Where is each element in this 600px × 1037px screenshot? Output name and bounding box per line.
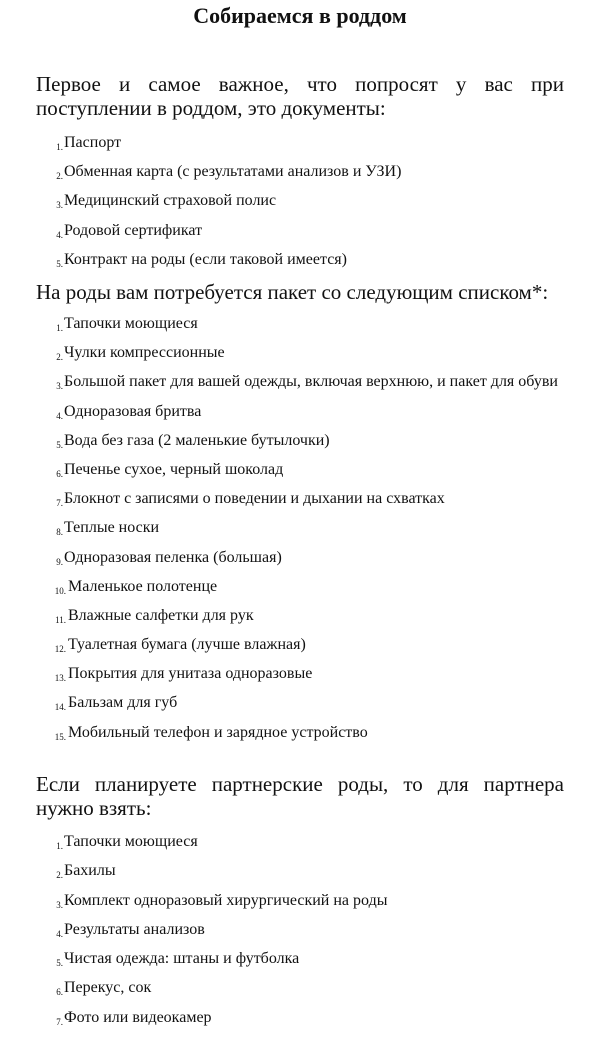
list-item-number: 10.	[54, 585, 66, 596]
list-item-number: 4.	[56, 928, 63, 939]
page-title: Собираемся в роддом	[193, 3, 407, 28]
list-item-number: 1.	[56, 142, 63, 152]
list-item	[0, 978, 600, 997]
intro-paragraph: Первое и самое важное, что попросят у вас при поступлении в роддом, это документы:	[36, 72, 564, 120]
list-item	[0, 949, 600, 968]
list-item-text: Покрытия для унитаза одноразовые	[68, 665, 313, 683]
list-item	[0, 664, 600, 683]
list-item	[0, 343, 600, 362]
list-item-text: Результаты анализов	[64, 920, 205, 938]
list-item-number: 1.	[56, 323, 63, 333]
list-item-number: 5.	[56, 258, 63, 269]
list-item-number: 3.	[56, 899, 63, 910]
list-item-number: 4.	[56, 410, 63, 421]
list-item-text: Комплект одноразовый хирургический на роды	[64, 891, 388, 909]
list-item-text: Одноразовая бритва	[64, 402, 202, 420]
list-item	[0, 191, 600, 210]
documents-list	[0, 133, 600, 279]
list-item-number: 3.	[56, 381, 63, 392]
list-item	[0, 162, 600, 181]
list-item-text: Одноразовая пеленка (большая)	[64, 548, 282, 566]
list-item-text: Чистая одежда: штаны и футболка	[64, 950, 300, 968]
list-item-text: Маленькое полотенце	[68, 577, 218, 595]
list-item	[0, 402, 600, 421]
list-item-text: Фото или видеокамер	[64, 1008, 212, 1026]
list-item	[0, 832, 600, 851]
list-item-text: Туалетная бумага (лучше влажная)	[68, 636, 306, 654]
list-item-number: 7.	[56, 1016, 63, 1027]
list-item-text: Влажные салфетки для рук	[68, 606, 254, 624]
list-item-number: 15.	[54, 731, 66, 742]
list-item	[0, 221, 600, 240]
list-item	[0, 133, 600, 152]
list-item-number: 6.	[56, 468, 63, 479]
list-item-text: Блокнот с записями о поведении и дыхании на схватках	[64, 490, 445, 508]
birth-heading: На роды вам потребуется пакет со следующим списком*:	[36, 280, 549, 304]
list-item-text: Родовой сертификат	[64, 221, 203, 239]
list-item-number: 14.	[54, 702, 66, 713]
list-item-text: Чулки компрессионные	[64, 344, 225, 362]
list-item-text: Перекус, сок	[64, 979, 152, 997]
list-item-text: Вода без газа (2 маленькие бутылочки)	[64, 431, 330, 449]
list-item	[0, 693, 600, 712]
list-item-number: 5.	[56, 958, 63, 969]
list-item	[0, 606, 600, 625]
list-item	[0, 489, 600, 508]
list-item-number: 11.	[55, 614, 66, 625]
partner-items-list	[0, 832, 600, 1037]
list-item-text: Бахилы	[64, 862, 116, 880]
list-item-number: 1.	[56, 841, 63, 851]
list-item-number: 4.	[56, 229, 63, 240]
list-item-number: 7.	[56, 498, 63, 509]
list-item-number: 3.	[56, 200, 63, 211]
list-item-number: 2.	[56, 870, 63, 881]
list-item	[0, 920, 600, 939]
list-item	[0, 518, 600, 537]
list-item-number: 9.	[56, 556, 63, 567]
list-item-text: Большой пакет для вашей одежды, включая верхнюю, и пакет для обуви	[64, 373, 558, 391]
list-item-number: 6.	[56, 987, 63, 998]
list-item-text: Тапочки моющиеся	[64, 833, 198, 850]
list-item	[0, 460, 600, 479]
list-item-text: Контракт на роды (если таковой имеется)	[64, 250, 347, 268]
partner-heading: Если планируете партнерские роды, то для партнера нужно взять:	[36, 772, 564, 820]
list-item-text: Мобильный телефон и зарядное устройство	[68, 723, 368, 741]
list-item-number: 2.	[56, 352, 63, 363]
list-item-text: Печенье сухое, черный шоколад	[64, 460, 284, 478]
list-item	[0, 891, 600, 910]
list-item-number: 8.	[56, 527, 63, 538]
list-item	[0, 548, 600, 567]
list-item-number: 12.	[54, 644, 66, 655]
list-item	[0, 1008, 600, 1027]
list-item-number: 5.	[56, 439, 63, 450]
list-item-text: Теплые носки	[64, 519, 160, 537]
list-item	[0, 314, 600, 333]
list-item	[0, 861, 600, 880]
list-item-number: 2.	[56, 171, 63, 182]
list-item	[0, 635, 600, 654]
list-item	[0, 577, 600, 596]
list-item	[0, 723, 600, 742]
list-item-text: Обменная карта (с результатами анализов и УЗИ)	[64, 163, 402, 181]
list-item	[0, 431, 600, 450]
list-item-number: 13.	[54, 673, 66, 684]
birth-items-list	[0, 314, 600, 752]
list-item-text: Медицинский страховой полис	[64, 192, 277, 210]
list-item	[0, 250, 600, 269]
list-item	[0, 372, 600, 391]
list-item-text: Тапочки моющиеся	[64, 315, 198, 332]
list-item-text: Паспорт	[64, 134, 122, 151]
list-item-text: Бальзам для губ	[68, 694, 178, 712]
